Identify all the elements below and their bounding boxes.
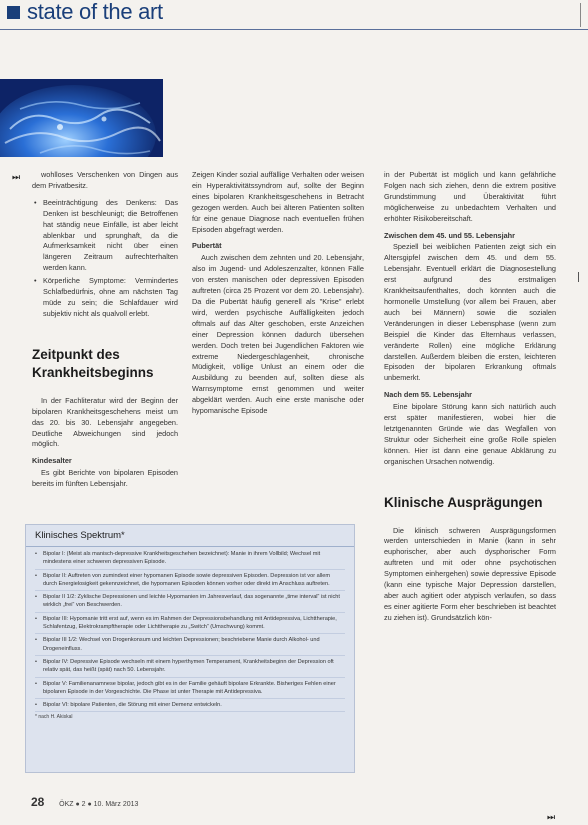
col3-paragraph-3: Eine bipolare Störung kann sich natürlich auch erst später manifestieren, wobei hier die letztgenannten Gründe wie das Wegfallen von Struktur oder Sicherheit eine große Rolle spielen können. Hier ist dann eine genaue Abklärung zu organischen Ursachen notwendig. bbox=[384, 402, 556, 466]
col1-paragraph-1: In der Fachliteratur wird der Beginn der bipolaren Krankheitsgeschehens meist um das 20. bis 30. Lebensjahr angegeben. Deutliche Abweichungen sind jedoch möglich. bbox=[32, 395, 178, 449]
page-number: 28 bbox=[31, 795, 45, 809]
col1-continued-text: wohlloses Verschenken von Dingen aus dem Privatbesitz. bbox=[32, 170, 178, 190]
col2-paragraph-1: Zeigen Kinder sozial auffällige Verhalten oder weisen ein Hyperaktivitätssyndrom auf, sollte der Beginn eines bipolaren Krankheitsgeschehens in Betracht gezogen werden. Auch bei älteren Patienten sollten für eine genaue Diagnose nach eventuellen frühen Episoden abgefragt werden. bbox=[192, 170, 364, 234]
column-2 bbox=[192, 170, 364, 423]
spectrum-infobox bbox=[25, 524, 355, 773]
subheading-kindesalter: Kindesalter bbox=[32, 456, 72, 466]
brain-graphic bbox=[0, 79, 163, 157]
publication-info: ÖKZ ● 2 ● 10. März 2013 bbox=[59, 801, 139, 808]
col1-bullet-list bbox=[32, 198, 178, 320]
spectrum-item: • Bipolar III: Hypomanie tritt erst auf, wenn es im Rahmen der Depressionsbehandlung mit Antidepressiva, Lichttherapie, Schlafentzug, Elektrokrampftherapie oder Lichttherapie zu „Switch“ (Umschwung) kommt. bbox=[35, 615, 345, 635]
page-edge-mark bbox=[580, 3, 581, 27]
infobox-rule bbox=[26, 546, 354, 547]
col2-paragraph-2: Auch zwischen dem zehnten und 20. Lebensjahr, also im Jugend- und Adoleszenzalter, können Fälle von ersten manischen oder depressiven Episoden auftreten (circa 25 Prozent vor dem 20. Lebensjahr). Da die Pubertät häufig generell als "Krise" erlebt wird, werden psychische Auffälligkeiten jedoch oftmals auf das Alter geschoben, erste Anzeichen einer Depression können dadurch übersehen werden. Doch treten bei Jugendlichen Faktoren wie extreme Niedergeschlagenheit, chronische Müdigkeit, völlige Unlust an einem oder die Ausbildung zu beenden auf, sollten diese als Warnsymptome ernst genommen und weiter abgeklärt werden. Auch eine erste manische oder hypomanische Episode bbox=[192, 253, 364, 416]
spectrum-item: • Bipolar III 1/2: Wechsel von Drogenkonsum und leichten Depressionen; beschriebene Manie durch Alkohol- und Drogeneinfluss. bbox=[35, 636, 345, 656]
fast-forward-icon: ⏭ bbox=[12, 172, 21, 182]
col1-bullet-2: • Körperliche Symptome: Vermindertes Schlafbedürfnis, ohne am nächsten Tag müde zu sein; die Schlafdauer wird subjektiv nicht als qualvoll erlebt. bbox=[32, 276, 178, 320]
spectrum-item: • Bipolar II 1/2: Zyklische Depressionen und leichte Hypomanien im Jahresverlauf, das sogenannte „time interval“ ist nicht wirklich „frei“ von Beschwerden. bbox=[35, 593, 345, 613]
subheading-nach-55: Nach dem 55. Lebensjahr bbox=[384, 390, 473, 400]
column-1 bbox=[32, 170, 178, 496]
infobox-list bbox=[26, 550, 354, 712]
column-3 bbox=[384, 170, 556, 630]
header-rule bbox=[0, 29, 588, 30]
spectrum-item: • Bipolar V: Familienanamnese bipolar, jedoch gibt es in der Familie gehäuft bipolare Erkrankte. Bisheriges Fehlen einer bipolaren Episode in der Vorgeschichte. Die Phase ist unter Therapie mit Antidepressiva. bbox=[35, 680, 345, 700]
col3-paragraph-2: Speziell bei weiblichen Patienten zeigt sich ein Altersgipfel zwischen dem 45. und dem 55. Lebensjahr. Eventuell erklärt die Diagnosestellung erst aufgrund des erstmaligen Krankheitsaufenthaltes, doch könnten auch die hormonelle Umstellung (vor allem bei Frauen, aber auch bei Männern) sowie die sozialen Veränderungen in dieser Lebensphase (wenn zum Beispiel die Kinder das Elternhaus verlassen, veränderte Rollen) eine mögliche Erklärung darstellen. Außerdem bleiben die ersten, leichteren Episoden der bipolaren Erkrankung oftmals unbemerkt. bbox=[384, 242, 556, 383]
heading-krankheitsbeginn: Zeitpunkt des Krankheitsbeginns bbox=[32, 346, 154, 380]
infobox-source: * nach H. Akiskal bbox=[35, 714, 73, 721]
subheading-pubertaet: Pubertät bbox=[192, 241, 222, 251]
spectrum-item: • Bipolar VI: bipolare Patienten, die Störung mit einer Demenz entwickeln. bbox=[35, 701, 345, 712]
col1-paragraph-2: Es gibt Berichte von bipolaren Episoden bereits im fünften Lebensjahr. bbox=[32, 468, 178, 489]
brand-square bbox=[7, 6, 20, 19]
continue-arrow-right bbox=[547, 812, 555, 823]
subheading-45-55: Zwischen dem 45. und 55. Lebensjahr bbox=[384, 230, 515, 240]
page-footer bbox=[31, 795, 138, 809]
section-title: state of the art bbox=[27, 0, 163, 24]
brain-illustration bbox=[0, 79, 163, 157]
page-header bbox=[0, 0, 588, 40]
continue-arrow-left bbox=[12, 172, 20, 183]
spectrum-item: • Bipolar IV: Depressive Episode wechseln mit einem hyperthymen Temperament, Krankheitsbeginn der Depression oft relativ spät, das heißt (spät) nach 50. Lebensjahr. bbox=[35, 658, 345, 678]
spectrum-item: • Bipolar II: Auftreten von zumindest einer hypomanen Episode sowie depressiven Episoden. Depression ist vor allem durch Energielosigkeit gekennzeichnet, die hypomanen Episoden können vorher oder direkt im Anschluss auftreten. bbox=[35, 572, 345, 592]
column-marker bbox=[578, 272, 579, 282]
infobox-title: Klinisches Spektrum* bbox=[35, 530, 125, 541]
heading-klinische-auspraegungen: Klinische Ausprägungen bbox=[384, 494, 543, 510]
col1-bullet-1: • Beeinträchtigung des Denkens: Das Denken ist beschleunigt; die Betroffenen hat ständig neue Einfälle, ist aber leicht ablenkbar und sprunghaft, da die Aufmerksamkeit nicht über einen längeren Zeitraum aufrechterhalten werden kann. bbox=[32, 198, 178, 274]
spectrum-item: • Bipolar I: (Meist als manisch-depressive Krankheitsgeschehen bezeichnet): Manie in ihrem Vollbild; Wechsel mit mindestens einer schweren depressiven Episode. bbox=[35, 550, 345, 570]
col3-paragraph-1: in der Pubertät ist möglich und kann gefährliche Folgen nach sich ziehen, denn die extrem positive Grundstimmung und Überaktivität führt möglicherweise zu unbedachtem Verhalten und erhöhter Risikobereitschaft. bbox=[384, 170, 556, 223]
fast-forward-icon: ⏭ bbox=[547, 812, 556, 822]
col3-paragraph-4: Die klinisch schweren Ausprägungsformen werden unterschieden in Manie (kann in sehr euphorischer, aber auch dysphorischer Form auftreten und mit oder ohne psychotischen Symptomen einhergehen) sowie depressive Episode (kann eine typische Major Depression darstellen, aber auch agitiert oder atypisch verlaufen, so dass es einer agitierte Form eher beschrieben ist beachtet zu ziehen ist). Grundsätzlich kön- bbox=[384, 525, 556, 622]
